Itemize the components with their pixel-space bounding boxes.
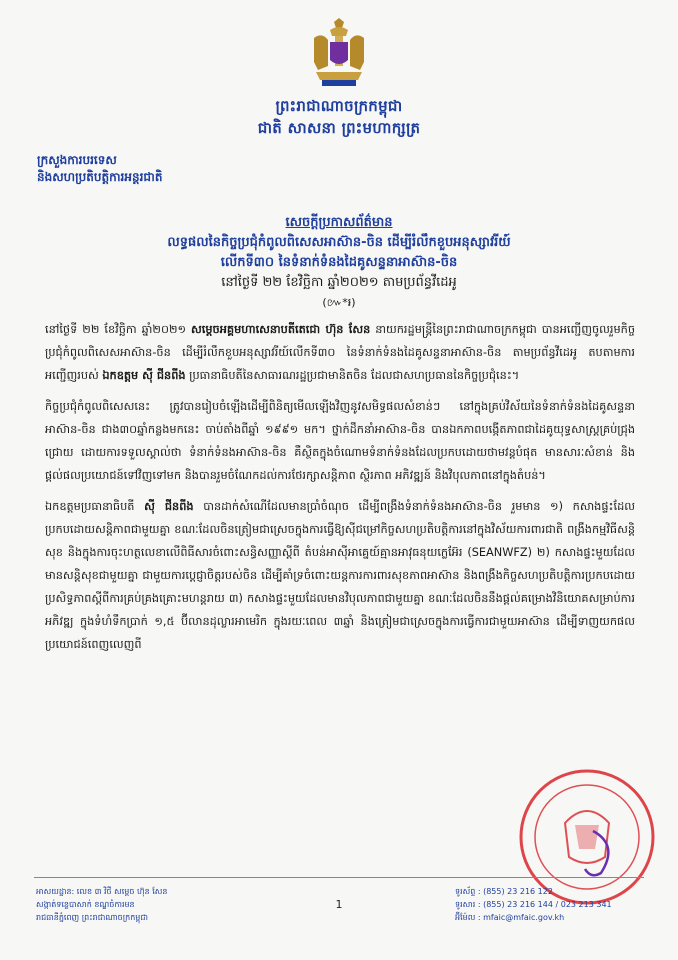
document-title: [40, 213, 638, 313]
document-body: [45, 318, 635, 664]
paragraph-1: [45, 318, 635, 387]
title-line-3: លើកទី៣០ នៃទំនាក់ទំនងដៃគូសន្ទនាអាស៊ាន-ចិន: [220, 255, 458, 270]
address-line-1: អាសយដ្ឋាន: លេខ ៣ វិថី សម្តេច ហ៊ុន សែន: [36, 887, 168, 896]
paragraph-2: កិច្ចប្រជុំកំពូលពិសេសនេះ ត្រូវបានរៀបចំឡើងដើម្បីពិនិត្យមើលឡើងវិញនូវសមិទ្ធផលសំខាន់ៗ នៅក្នុងគ្រប់វិស័យនៃទំនាក់ទំនងដៃគូសន្ទនាអាស៊ាន-ចិន ជាង៣០ឆ្នាំកន្លងមកនេះ ចាប់តាំងពីឆ្នាំ ១៩៩១ មក។ ថ្នាក់ដឹកនាំអាស៊ាន-ចិន បានឯកភាពបង្កើតភាពជាដៃគូយុទ្ធសាស្ត្រគ្រប់ជ្រុងជ្រោយ ដោយការទទួលស្គាល់ថា ទំនាក់ទំនងអាស៊ាន-ចិន គឺស្ថិតក្នុងចំណោមទំនាក់ទំនងដែលប្រកបដោយថាមវន្តបំផុត មានសារៈសំខាន់ និងផ្តល់ផលប្រយោជន៍ទៅវិញទៅមក និងបានរួមចំណែកដល់ការថែរក្សាសន្តិភាព ស្ថិរភាព អភិវឌ្ឍន៍ និងវិបុលភាពនៅក្នុងតំបន់។: [45, 400, 635, 482]
address-line-2: សង្កាត់ទន្លេបាសាក់ ខណ្ឌចំការមន: [36, 900, 135, 909]
ministry-name: [37, 152, 267, 186]
p3-text-c: បានដាក់សំណើដែលមានប្រាំចំណុច ដើម្បីពង្រឹងទំនាក់ទំនងអាស៊ាន-ចិន រួមមាន ១) កសាងផ្ទះដែលប្រកបដោយសន្តិភាពជាមួយគ្នា ខណៈដែលចិនត្រៀមជាស្រេចក្នុងការធ្វើឱ្យស៊ីជម្រៅកិច្ចសហប្រតិបត្តិការនៅក្នុងវិស័យការពារជាតិ ពង្រឹងកម្មវិធីសន្តិសុខ និងក្នុងការចុះហត្ថលេខាលើពិធីសារចំពោះសន្ធិសញ្ញាស្តីពី តំបន់អាស៊ីអាគ្នេយ៍គ្មានអាវុធនុយក្លេអ៊ែរ (SEANWFZ) ២) កសាងផ្ទះមួយដែលមានសន្តិសុខជាមួយគ្នា ជាមួយការប្តេជ្ញាចិត្តរបស់ចិន ដើម្បីគាំទ្រចំពោះយន្តការការពារសុខភាពអាស៊ាន និងពង្រឹងកិច្ចសហប្រតិបត្តិការប្រកបដោយប្រសិទ្ធភាពស្តីពីការគ្រប់គ្រងគ្រោះមហន្តរាយ ៣) កសាងផ្ទះមួយដែលមានវិបុលភាពជាមួយគ្នា ខណៈដែលចិននឹងផ្តល់គម្រោងវិនិយោគសម្រាប់ការអភិវឌ្ឍ ក្នុងទំហំទឹកប្រាក់ ១,៥ ប៊ីលានដុល្លារអាមេរិក ក្នុងរយៈពេល ៣ឆ្នាំ និងត្រៀមជាស្រេចក្នុងការធ្វើការជាមួយអាស៊ាន ដើម្បីទាញយកផលប្រយោជន៍ពេញលេញពី: [45, 500, 635, 651]
contact-fax: ទូរសារ : (855) 23 216 144 / 023 213 341: [455, 900, 612, 909]
footer-contact: [455, 885, 655, 924]
national-motto: ជាតិ សាសនា ព្រះមហាក្សត្រ: [257, 119, 421, 137]
p1-text-c: នាយករដ្ឋមន្ត្រីនៃព្រះរាជាណាចក្រកម្ពុជា បានអញ្ជើញចូលរួមកិច្ចប្រជុំកំពូលពិសេសអាស៊ាន-ចិន ដើម្បីរំលឹកខួបអនុស្សាវរីយ៍លើកទី៣០ នៃទំនាក់ទំនងដៃគូសន្ទនាអាស៊ាន-ចិន តាមប្រព័ន្ធវីដេអូ តបតាមការអញ្ជើញរបស់: [45, 323, 635, 382]
royal-emblem-icon: [308, 18, 370, 88]
title-line-1: សេចក្តីប្រកាសព័ត៌មាន: [285, 215, 393, 230]
p1-bold-name: សម្តេចអគ្គមហាសេនាបតីតេជោ ហ៊ុន សែន: [191, 323, 371, 336]
title-date: នៅថ្ងៃទី ២២ ខែវិច្ឆិកា ឆ្នាំ២០២១ តាមប្រព័ន្ធវីដេអូ: [221, 275, 457, 290]
p3-bold-name: ស៊ី ជីនពីង: [144, 500, 194, 513]
p1-text-e: ប្រធានាធិបតីនៃសាធារណរដ្ឋប្រជាមានិតចិន ដែលជាសហប្រធាននៃកិច្ចប្រជុំនេះ។: [185, 369, 520, 382]
title-ornament: (៚*៛): [322, 296, 356, 309]
page-number: 1: [335, 898, 343, 911]
p3-text-a: ឯកឧត្តមប្រធានាធិបតី: [45, 500, 145, 513]
contact-phone: ទូរស័ព្ទ : (855) 23 216 122: [455, 887, 553, 896]
footer-divider: [34, 877, 644, 878]
contact-email: អ៊ីម៉ែល : mfaic@mfaic.gov.kh: [455, 913, 565, 922]
kingdom-header: [0, 95, 678, 139]
address-line-3: រាជធានីភ្នំពេញ ព្រះរាជាណាចក្រកម្ពុជា: [36, 913, 148, 922]
paragraph-3: [45, 495, 635, 656]
p1-text-a: នៅថ្ងៃទី ២២ ខែវិច្ឆិកា ឆ្នាំ២០២១: [45, 323, 192, 336]
kingdom-name: ព្រះរាជាណាចក្រកម្ពុជា: [275, 97, 403, 115]
ministry-line-2: និងសហប្រតិបត្តិការអន្តរជាតិ: [37, 170, 163, 184]
title-line-2: លទ្ធផលនៃកិច្ចប្រជុំកំពូលពិសេសអាស៊ាន-ចិន ដើម្បីរំលឹកខួបអនុស្សាវរីយ៍: [167, 235, 511, 250]
ministry-line-1: ក្រសួងការបរទេស: [37, 153, 117, 167]
p1-bold-name-2: ឯកឧត្តម ស៊ី ជីនពីង: [102, 369, 186, 382]
